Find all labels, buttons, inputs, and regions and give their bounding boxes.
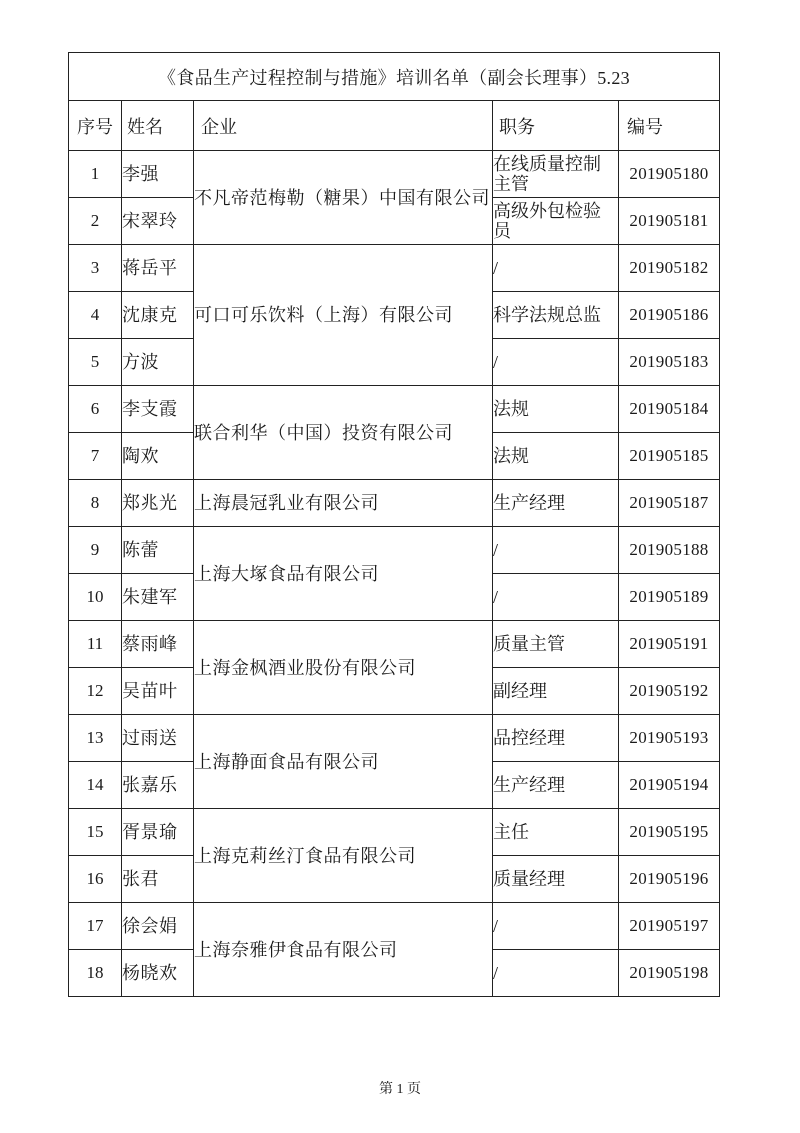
header-company: 企业 xyxy=(194,101,493,151)
cell-no: 12 xyxy=(69,668,122,715)
cell-position: / xyxy=(493,950,619,997)
cell-id: 201905195 xyxy=(619,809,720,856)
cell-company: 不凡帝范梅勒（糖果）中国有限公司 xyxy=(194,151,493,245)
cell-id: 201905191 xyxy=(619,621,720,668)
cell-id: 201905196 xyxy=(619,856,720,903)
cell-company: 上海静面食品有限公司 xyxy=(194,715,493,809)
cell-company: 上海金枫酒业股份有限公司 xyxy=(194,621,493,715)
cell-no: 17 xyxy=(69,903,122,950)
cell-id: 201905181 xyxy=(619,198,720,245)
cell-id: 201905194 xyxy=(619,762,720,809)
table-row xyxy=(69,903,720,950)
cell-position: 副经理 xyxy=(493,668,619,715)
roster-table xyxy=(68,52,720,997)
cell-position: / xyxy=(493,574,619,621)
cell-name: 李强 xyxy=(122,151,194,198)
cell-company: 上海奈雅伊食品有限公司 xyxy=(194,903,493,997)
cell-name: 方波 xyxy=(122,339,194,386)
cell-id: 201905184 xyxy=(619,386,720,433)
cell-no: 8 xyxy=(69,480,122,527)
cell-position: / xyxy=(493,339,619,386)
cell-position: 质量经理 xyxy=(493,856,619,903)
cell-position: / xyxy=(493,245,619,292)
cell-name: 徐会娟 xyxy=(122,903,194,950)
cell-id: 201905187 xyxy=(619,480,720,527)
cell-position: / xyxy=(493,527,619,574)
table-row xyxy=(69,715,720,762)
cell-no: 18 xyxy=(69,950,122,997)
table-row xyxy=(69,151,720,198)
cell-id: 201905197 xyxy=(619,903,720,950)
cell-name: 朱建军 xyxy=(122,574,194,621)
cell-name: 张君 xyxy=(122,856,194,903)
cell-no: 10 xyxy=(69,574,122,621)
header-name: 姓名 xyxy=(122,101,194,151)
table-row xyxy=(69,480,720,527)
cell-name: 张嘉乐 xyxy=(122,762,194,809)
cell-no: 7 xyxy=(69,433,122,480)
table-title: 《食品生产过程控制与措施》培训名单（副会长理事）5.23 xyxy=(69,53,720,101)
header-row xyxy=(69,101,720,151)
header-no: 序号 xyxy=(69,101,122,151)
cell-id: 201905188 xyxy=(619,527,720,574)
cell-company: 可口可乐饮料（上海）有限公司 xyxy=(194,245,493,386)
cell-no: 2 xyxy=(69,198,122,245)
cell-name: 吴苗叶 xyxy=(122,668,194,715)
table-row xyxy=(69,621,720,668)
cell-no: 9 xyxy=(69,527,122,574)
header-id: 编号 xyxy=(619,101,720,151)
cell-name: 郑兆光 xyxy=(122,480,194,527)
cell-id: 201905180 xyxy=(619,151,720,198)
table-row xyxy=(69,386,720,433)
cell-name: 宋翠玲 xyxy=(122,198,194,245)
cell-position: / xyxy=(493,903,619,950)
cell-id: 201905182 xyxy=(619,245,720,292)
cell-no: 5 xyxy=(69,339,122,386)
cell-id: 201905186 xyxy=(619,292,720,339)
cell-company: 上海大塚食品有限公司 xyxy=(194,527,493,621)
cell-id: 201905185 xyxy=(619,433,720,480)
cell-id: 201905183 xyxy=(619,339,720,386)
table-row xyxy=(69,809,720,856)
cell-position: 品控经理 xyxy=(493,715,619,762)
cell-name: 沈康克 xyxy=(122,292,194,339)
cell-no: 11 xyxy=(69,621,122,668)
cell-position: 主任 xyxy=(493,809,619,856)
cell-position: 科学法规总监 xyxy=(493,292,619,339)
cell-name: 杨晓欢 xyxy=(122,950,194,997)
cell-no: 13 xyxy=(69,715,122,762)
page-footer: 第 1 页 xyxy=(379,1082,421,1097)
cell-no: 3 xyxy=(69,245,122,292)
table-row xyxy=(69,245,720,292)
cell-position: 高级外包检验员 xyxy=(493,198,619,245)
header-position: 职务 xyxy=(493,101,619,151)
table-row xyxy=(69,527,720,574)
cell-name: 过雨送 xyxy=(122,715,194,762)
cell-name: 蔡雨峰 xyxy=(122,621,194,668)
cell-no: 15 xyxy=(69,809,122,856)
cell-no: 1 xyxy=(69,151,122,198)
cell-name: 陈蕾 xyxy=(122,527,194,574)
title-row xyxy=(69,53,720,101)
cell-position: 生产经理 xyxy=(493,762,619,809)
cell-name: 胥景瑜 xyxy=(122,809,194,856)
document-page xyxy=(68,52,719,997)
cell-id: 201905193 xyxy=(619,715,720,762)
cell-no: 16 xyxy=(69,856,122,903)
cell-name: 陶欢 xyxy=(122,433,194,480)
cell-company: 上海晨冠乳业有限公司 xyxy=(194,480,493,527)
cell-position: 生产经理 xyxy=(493,480,619,527)
cell-id: 201905198 xyxy=(619,950,720,997)
cell-position: 质量主管 xyxy=(493,621,619,668)
roster-body xyxy=(69,151,720,997)
cell-no: 6 xyxy=(69,386,122,433)
cell-id: 201905189 xyxy=(619,574,720,621)
cell-no: 4 xyxy=(69,292,122,339)
cell-name: 蒋岳平 xyxy=(122,245,194,292)
cell-position: 法规 xyxy=(493,433,619,480)
cell-id: 201905192 xyxy=(619,668,720,715)
cell-name: 李支霞 xyxy=(122,386,194,433)
cell-no: 14 xyxy=(69,762,122,809)
cell-position: 法规 xyxy=(493,386,619,433)
cell-company: 联合利华（中国）投资有限公司 xyxy=(194,386,493,480)
cell-company: 上海克莉丝汀食品有限公司 xyxy=(194,809,493,903)
cell-position: 在线质量控制主管 xyxy=(493,151,619,198)
